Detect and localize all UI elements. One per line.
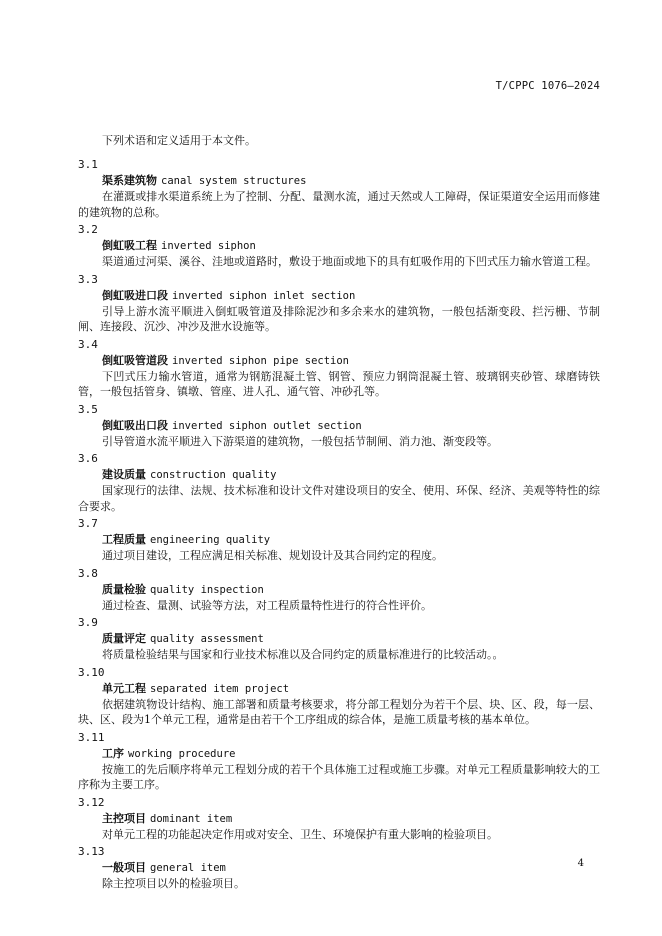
term-name	[102, 288, 600, 304]
term-name-zh: 倒虹吸出口段	[102, 418, 168, 432]
term-name-zh: 倒虹吸进口段	[102, 288, 168, 302]
term-definition: 将质量检验结果与国家和行业技术标准以及合同约定的质量标准进行的比较活动。。	[102, 648, 504, 661]
document-id: T/CPPC 1076—2024	[495, 80, 600, 92]
term-name	[102, 746, 600, 762]
term-name	[102, 860, 600, 876]
term-name-en: inverted siphon inlet section	[172, 289, 356, 302]
term-number: 3.5	[78, 402, 98, 416]
term-name-en: canal system structures	[161, 175, 307, 187]
term-name-en: engineering quality	[150, 534, 271, 546]
term-name-zh: 主控项目	[102, 811, 146, 825]
terms-section	[78, 133, 600, 894]
term-name	[102, 238, 600, 254]
intro-text: 下列术语和定义适用于本文件。	[102, 134, 256, 147]
term-definition: 通过项目建设，工程应满足相关标准、规划设计及其合同约定的程度。	[102, 549, 443, 562]
term-name-zh: 建设质量	[102, 468, 146, 481]
term-entry	[78, 516, 600, 564]
term-number: 3.12	[78, 795, 105, 809]
term-name	[102, 353, 600, 369]
term-entry	[78, 665, 600, 728]
term-entry	[78, 730, 600, 793]
term-name-en: construction quality	[150, 469, 277, 481]
term-entry	[78, 615, 600, 663]
term-entry	[78, 222, 600, 270]
term-number: 3.8	[78, 566, 98, 580]
term-name-zh: 工程质量	[102, 533, 146, 546]
term-entry	[78, 844, 600, 892]
term-entry	[78, 451, 600, 514]
term-entry	[78, 272, 600, 335]
term-number: 3.13	[78, 845, 105, 858]
term-entry	[78, 402, 600, 450]
term-name-zh: 一般项目	[102, 861, 146, 874]
term-name-zh: 工序	[102, 746, 124, 760]
term-definition: 依据建筑物设计结构、施工部署和质量考核要求，将分部工程划分为若干个层、块、区、段，每一层、块、区、段为1个单元工程，通常是由若干个工序组成的综合体，是施工质量考核的基本单位。	[78, 697, 600, 726]
term-definition: 按施工的先后顺序将单元工程划分成的若干个具体施工过程或施工步骤。对单元工程质量影响较大的工序称为主要工序。	[78, 762, 600, 791]
term-name-en: separated item project	[150, 682, 290, 695]
term-definition: 除主控项目以外的检验项目。	[102, 877, 245, 890]
term-number: 3.7	[78, 517, 98, 530]
term-name-en: quality assessment	[150, 633, 264, 645]
term-definition: 在灌溉或排水渠道系统上为了控制、分配、量测水流，通过天然或人工障碍，保证渠道安全运用而修建的建筑物的总称。	[78, 190, 600, 219]
term-name-zh: 倒虹吸管道段	[102, 353, 168, 367]
term-number: 3.4	[78, 337, 98, 351]
term-number: 3.3	[78, 272, 98, 286]
term-name-en: inverted siphon	[161, 240, 256, 252]
term-name-zh: 质量评定	[102, 632, 146, 645]
term-name	[102, 681, 600, 697]
term-name	[102, 173, 600, 189]
term-number: 3.9	[78, 616, 98, 629]
term-name	[102, 532, 600, 548]
term-definition: 渠道通过河渠、溪谷、洼地或道路时，敷设于地面或地下的具有虹吸作用的下凹式压力输水管道工程。	[102, 255, 597, 268]
term-name-zh: 渠系建筑物	[102, 174, 157, 187]
term-definition: 对单元工程的功能起决定作用或对安全、卫生、环境保护有重大影响的检验项目。	[102, 827, 498, 841]
term-number: 3.10	[78, 665, 105, 679]
term-entry	[78, 157, 600, 220]
term-name-zh: 质量检验	[102, 582, 146, 596]
term-name	[102, 418, 600, 434]
term-definition: 引导上游水流平顺进入倒虹吸管道及排除泥沙和多余来水的建筑物，一般包括渐变段、拦污栅、节制闸、连接段、沉沙、冲沙及泄水设施等。	[78, 304, 600, 333]
term-name-zh: 倒虹吸工程	[102, 239, 157, 252]
term-name-en: working procedure	[128, 747, 236, 760]
term-definition: 下凹式压力输水管道，通常为钢筋混凝土管、钢管、预应力钢筒混凝土管、玻璃钢夹砂管、球磨铸铁管，一般包括管身、镇墩、管座、进人孔、通气管、冲砂孔等。	[78, 369, 600, 398]
term-definition: 通过检查、量测、试验等方法，对工程质量特性进行的符合性评价。	[102, 598, 432, 612]
term-name-en: quality inspection	[150, 583, 264, 596]
term-definition: 国家现行的法律、法规、技术标准和设计文件对建设项目的安全、使用、环保、经济、美观等特性的综合要求。	[78, 484, 600, 513]
term-name-en: inverted siphon pipe section	[172, 354, 350, 367]
term-entry	[78, 566, 600, 614]
term-name	[102, 631, 600, 647]
term-number: 3.2	[78, 223, 98, 236]
term-number: 3.6	[78, 452, 98, 465]
term-entry	[78, 795, 600, 843]
term-name	[102, 811, 600, 827]
term-name	[102, 582, 600, 598]
term-name-en: dominant item	[150, 812, 233, 825]
term-name	[102, 467, 600, 483]
term-name-en: inverted siphon outlet section	[172, 419, 362, 432]
term-definition: 引导管道水流平顺进入下游渠道的建筑物，一般包括节制闸、消力池、渐变段等。	[102, 434, 498, 448]
page-number: 4	[577, 858, 584, 869]
term-number: 3.1	[78, 158, 98, 171]
term-name-zh: 单元工程	[102, 681, 146, 695]
term-entry	[78, 337, 600, 400]
term-number: 3.11	[78, 730, 105, 744]
term-name-en: general item	[150, 862, 226, 874]
